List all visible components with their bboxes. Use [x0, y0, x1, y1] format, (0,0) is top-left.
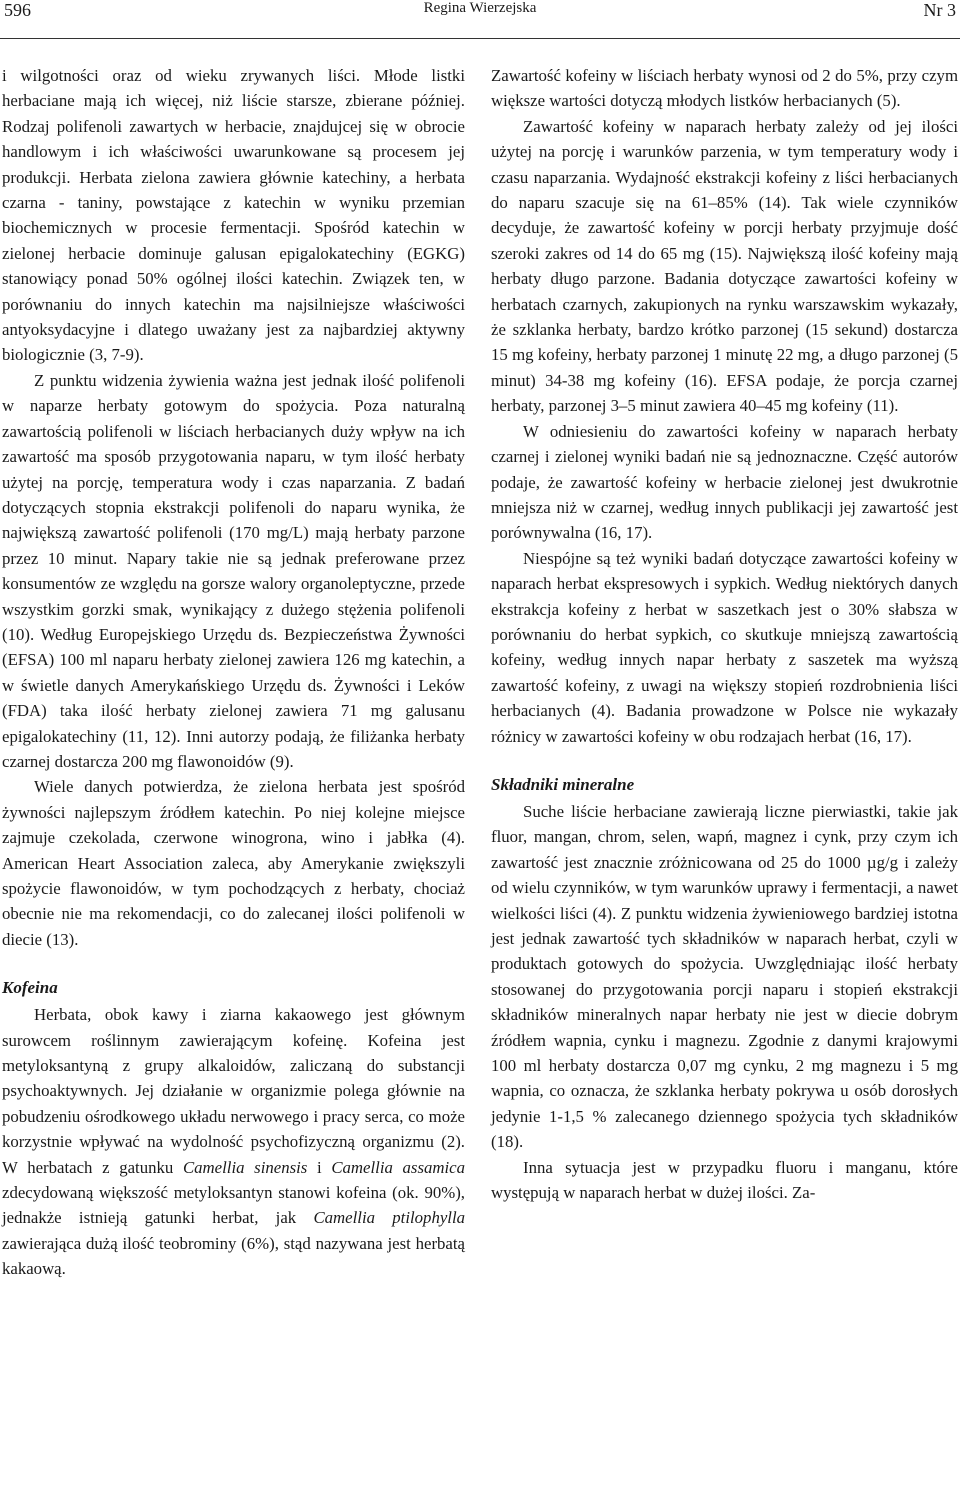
paragraph: i wilgotności oraz od wieku zrywanych liści. Młode listki herbaciane mają ich więcej, niż liście starsze, zbierane później. Rodzaj polifenoli zawartych w herbacie, znajdujcej się w obrocie handlowym i ich właściwości uwarunkowane są procesem jej produkcji. Herbata zielona zawiera głównie katechiny, a herbata czarna - taniny, powstające z katechin w wyniku przemian biochemicznych w procesie fermentacji. Spośród katechin w zielonej herbacie dominuje galusan epigalokatechiny (EGKG) stanowiący ponad 50% ogólnej ilości katechin. Związek ten, w porównaniu do innych katechin ma najsilniejsze właściwości antyoksydacyjne i dlatego uważany jest za najbardziej aktywny biologicznie (3, 7-9). [2, 66, 465, 365]
left-column [2, 63, 465, 1282]
paragraph: W odniesieniu do zawartości kofeiny w naparach herbaty czarnej i zielonej wyniki badań nie są jednoznaczne. Część autorów podaje, że zawartość kofeiny w herbacie zielonej jest dwukrotnie mniejsza niż w czarnej, według innych publikacji jej zawartość jest porównywalna (16, 17). [491, 421, 958, 543]
paragraph: Inna sytuacja jest w przypadku fluoru i manganu, które występują w naparach herbat w dużej ilości. Za- [491, 1157, 958, 1203]
text-run: zawierająca dużą ilość teobrominy (6%), stąd nazywana jest herbatą kakaową. [2, 1233, 465, 1279]
paragraph: Zawartość kofeiny w naparach herbaty zależy od jej ilości użytej na porcję i warunków parzenia, w tym temperatury wody i czasu naparzania. Wydajność ekstrakcji kofeiny z liści herbacianych do naparu szacuje się na 61–85% (14). Tak wiele czynników decyduje, że zawartość kofeiny w porcji herbaty przyjmuje dość szeroki zakres od 14 do 65 mg (15). Największą ilość kofeiny mają herbaty długo parzone. Badania dotyczące zawartości kofeiny w herbatach czarnych, zakupionych na rynku warszawskim wykazały, że szklanka herbaty, bardzo krótko parzonej (15 sekund) dostarcza 15 mg kofeiny, herbaty parzonej 1 minutę 22 mg, a długo parzonej (5 minut) 34-38 mg kofeiny (16). EFSA podaje, że porcja czarnej herbaty, parzonej 3–5 minut zawiera 40–45 mg kofeiny (11). [491, 116, 958, 416]
paragraph: Suche liście herbaciane zawierają liczne pierwiastki, takie jak fluor, mangan, chrom, selen, wapń, magnez i cynk, przy czym ich zawartość jest znacznie zróżnicowana od 25 do 1000 µg/g i zależy od wielu czynników, w tym warunków uprawy i fermentacji, a nawet wielkości liści (4). Z punktu widzenia żywieniowego bardziej istotna jest jednak zawartość tych składników w naparach herbat, czyli w produktach gotowych do spożycia. Uwzględniając ilość herbaty stosowanej do przygotowania porcji naparu i stopień ekstrakcji składników mineralnych napar herbaty nie jest w diecie dobrym źródłem wapnia, cynku i magnezu. Zgodnie z danymi krajowymi 100 ml herbaty dostarcza 0,07 mg cynku, 2 mg magnezu i 5 mg wapnia, co oznacza, że szklanka herbaty pokrywa u osób dorosłych jedynie 1-1,5 % zalecanego dziennego spożycia tych składników (18). [491, 801, 958, 1152]
section-heading-kofeina: Kofeina [2, 978, 58, 998]
species-name: Camellia ptilophylla [313, 1208, 465, 1228]
right-column [491, 63, 958, 1205]
running-author: Regina Wierzejska [423, 0, 537, 16]
issue-number: Nr 3 [923, 0, 956, 20]
species-name: Camellia assamica [331, 1157, 466, 1177]
section-heading-skladniki: Składniki mineralne [491, 774, 635, 794]
text-run: i [307, 1157, 332, 1177]
text-run: Herbata, obok kawy i ziarna kakaowego jest głównym surowcem roślinnym zawierającym kofeinę. Kofeina jest metyloksantyną z grupy alkaloidów, zaliczaną do substancji psychoaktywnych. Jej działanie w organizmie polega głównie na pobudzeniu ośrodkowego układu nerwowego i pracy serca, co może korzystnie wpływać na wydolność psychofizyczną organizmu (2). W herbatach z gatunku [2, 1005, 465, 1177]
paragraph [2, 1002, 465, 1281]
paragraph: Niespójne są też wyniki badań dotyczące zawartości kofeiny w naparach herbat ekspresowych i sypkich. Według niektórych danych ekstrakcja kofeiny z herbat w saszetkach jest o 30% słabsza w porównaniu do herbat sypkich, co skutkuje mniejszą zawartością kofeiny, według innych napar herbaty z saszetek ma wyższą zawartość kofeiny, z uwagi na większy stopień rozdrobnienia liści herbacianych (4). Badania prowadzone w Polsce nie wykazały różnicy w zawartości kofeiny w obu rodzajach herbat (16, 17). [491, 548, 958, 746]
paragraph: Zawartość kofeiny w liściach herbaty wynosi od 2 do 5%, przy czym większe wartości dotyczą młodych listków herbacianych (5). [491, 66, 958, 111]
text-run: zdecydowaną większość metyloksantyn stanowi kofeina (ok. 90%), jednakże istnieją gatunki herbat, jak [2, 1183, 465, 1228]
paragraph: Wiele danych potwierdza, że zielona herbata jest spośród żywności najlepszym źródłem katechin. Po niej kolejne miejsce zajmuje czekolada, czerwone winogrona, wino i jabłka (4). American Heart Association zaleca, aby Amerykanie zwiększyli spożycie flawonoidów, w tym pochodzących z herbaty, chociaż obecnie nie ma rekomendacji, co do zalecanej ilości polifenoli w diecie (13). [2, 777, 465, 949]
page-header [0, 0, 960, 39]
page-number: 596 [4, 0, 31, 20]
species-name: Camellia sinensis [182, 1157, 308, 1177]
paragraph: Z punktu widzenia żywienia ważna jest jednak ilość polifenoli w naparze herbaty gotowym do spożycia. Poza naturalną zawartością polifenoli w liściach herbacianych duży wpływ na ich zawartość ma sposób przygotowania naparu, w tym ilość herbaty użytej na porcję, temperatura wody i czas naparzania. Z badań dotyczących stopnia ekstrakcji polifenoli do naparu wynika, że największą zawartość polifenoli (170 mg/L) mają herbaty parzone przez 10 minut. Napary takie nie są jednak preferowane przez konsumentów ze względu na gorsze walory organoleptyczne, przede wszystkim gorzki smak, wynikający z dużego stężenia polifenoli (10). Według Europejskiego Urzędu ds. Bezpieczeństwa Żywności (EFSA) 100 ml naparu herbaty zielonej zawiera 126 mg katechin, a w świetle danych Amerykańskiego Urzędu ds. Żywności i Leków (FDA) taka ilość herbaty zielonej zawiera 71 mg galusanu epigalokatechiny (11, 12). Inni autorzy podają, że filiżanka herbaty czarnej dostarcza 200 mg flawonoidów (9). [2, 370, 465, 771]
